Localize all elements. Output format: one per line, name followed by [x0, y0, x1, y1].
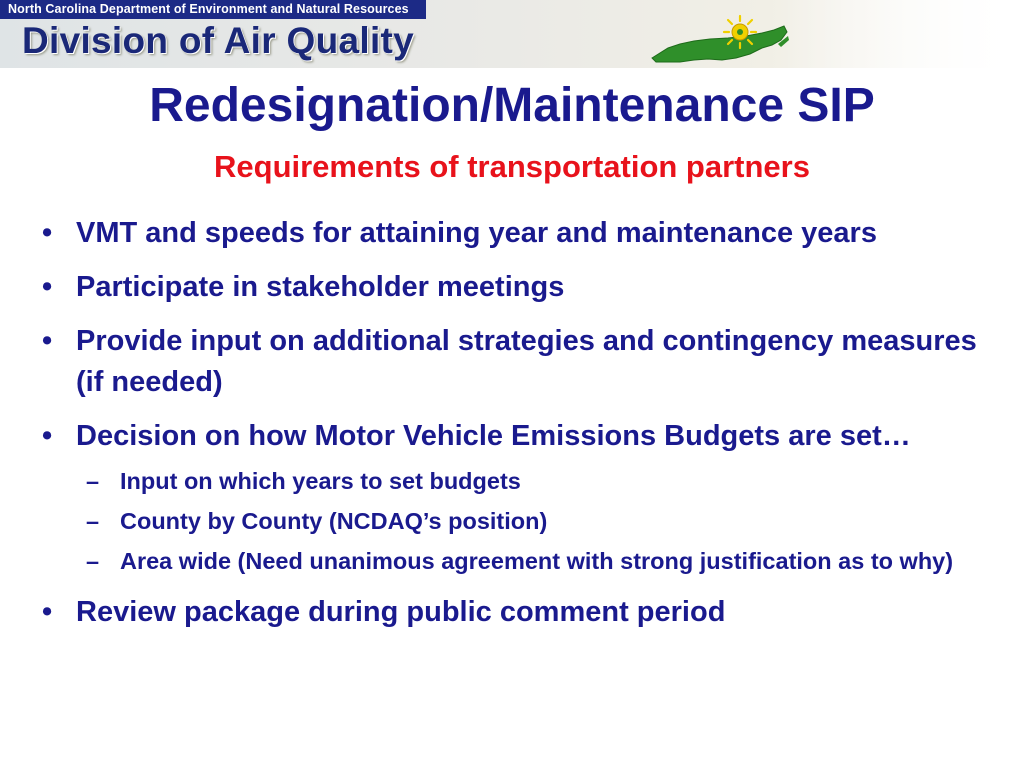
header-banner	[0, 0, 1024, 68]
sub-list-item	[36, 545, 986, 578]
nc-state-map-with-sun-icon	[650, 14, 790, 66]
list-item	[36, 267, 986, 308]
list-item	[36, 321, 986, 403]
sub-bullet-text: Area wide (Need unanimous agreement with strong justification as to why)	[120, 548, 954, 574]
sub-list-item	[36, 505, 986, 538]
division-title: Division of Air Quality	[22, 20, 415, 61]
department-bar	[0, 0, 426, 19]
sub-list-item	[36, 465, 986, 498]
bullet-mark: •	[42, 271, 53, 303]
bullet-mark: •	[42, 325, 53, 357]
nc-state-map-shape	[652, 26, 787, 62]
slide-title: Redesignation/Maintenance SIP	[149, 79, 875, 132]
bullet-mark: •	[42, 217, 53, 249]
bullet-mark: •	[42, 596, 53, 628]
dash-mark: –	[86, 508, 100, 534]
dash-mark: –	[86, 548, 100, 574]
department-name: North Carolina Department of Environment and Natural Resources	[8, 2, 409, 16]
banner-fade	[780, 0, 1024, 68]
list-item	[36, 416, 986, 457]
slide-subtitle: Requirements of transportation partners	[214, 149, 810, 184]
bullet-list	[36, 213, 986, 646]
dash-mark: –	[86, 468, 100, 494]
bullet-text: Review package during public comment period	[76, 596, 726, 628]
list-item	[36, 592, 986, 633]
bullet-mark: •	[42, 420, 53, 452]
department-bar-notch	[410, 0, 426, 19]
sub-bullet-text: County by County (NCDAQ’s position)	[120, 508, 548, 534]
bullet-text: VMT and speeds for attaining year and maintenance years	[76, 217, 877, 249]
list-item	[36, 213, 986, 254]
bullet-text: Participate in stakeholder meetings	[76, 271, 565, 303]
sub-bullet-text: Input on which years to set budgets	[120, 468, 521, 494]
bullet-text: Provide input on additional strategies and contingency measures (if needed)	[76, 325, 977, 398]
bullet-text: Decision on how Motor Vehicle Emissions Budgets are set…	[76, 420, 911, 452]
sun-icon	[724, 16, 756, 48]
